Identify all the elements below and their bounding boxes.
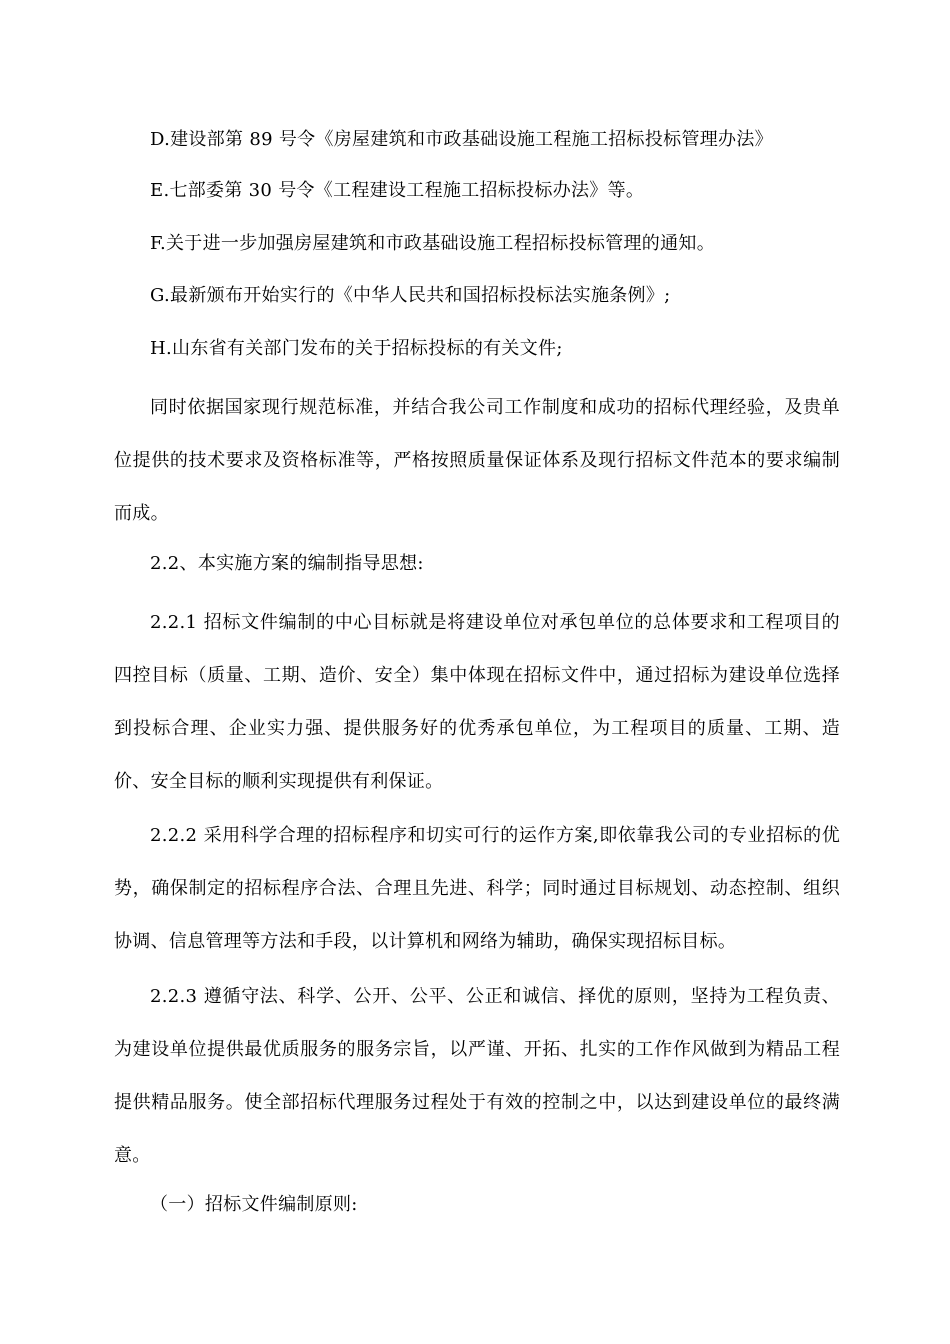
paragraph-basis: 同时依据国家现行规范标准，并结合我公司工作制度和成功的招标代理经验，及贵单位提供的技术要求及资格标准等，严格按照质量保证体系及现行招标文件范本的要求编制而成。 [114,397,840,524]
paragraph-regulation-h: H.山东省有关部门发布的关于招标投标的有关文件; [150,338,563,359]
paragraph-2-2-3: 2.2.3 遵循守法、科学、公开、公平、公正和诚信、择优的原则，坚持为工程负责、为建设单位提供最优质服务的服务宗旨，以严谨、开拓、扎实的工作作风做到为精品工程提供精品服务。使全部招标代理服务过程处于有效的控制之中，以达到建设单位的最终满意。 [114,986,840,1166]
paragraph-2-2-1: 2.2.1 招标文件编制的中心目标就是将建设单位对承包单位的总体要求和工程项目的四控目标（质量、工期、造价、安全）集中体现在招标文件中，通过招标为建设单位选择到投标合理、企业实力强、提供服务好的优秀承包单位，为工程项目的质量、工期、造价、安全目标的顺利实现提供有利保证。 [114,612,840,792]
paragraph-regulation-f: F.关于进一步加强房屋建筑和市政基础设施工程招标投标管理的通知。 [150,233,716,254]
paragraph-regulation-d: D.建设部第 89 号令《房屋建筑和市政基础设施工程施工招标投标管理办法》 [150,129,773,150]
paragraph-2-2-2: 2.2.2 采用科学合理的招标程序和切实可行的运作方案,即依靠我公司的专业招标的优势，确保制定的招标程序合法、合理且先进、科学；同时通过目标规划、动态控制、组织协调、信息管理等方法和手段，以计算机和网络为辅助，确保实现招标目标。 [114,825,840,952]
paragraph-regulation-g: G.最新颁布开始实行的《中华人民共和国招标投标法实施条例》; [150,285,671,306]
paragraph-regulation-e: E.七部委第 30 号令《工程建设工程施工招标投标办法》等。 [150,180,645,201]
section-heading-2-2: 2.2、本实施方案的编制指导思想: [150,553,424,574]
section-heading-principles: （一）招标文件编制原则: [150,1194,358,1215]
